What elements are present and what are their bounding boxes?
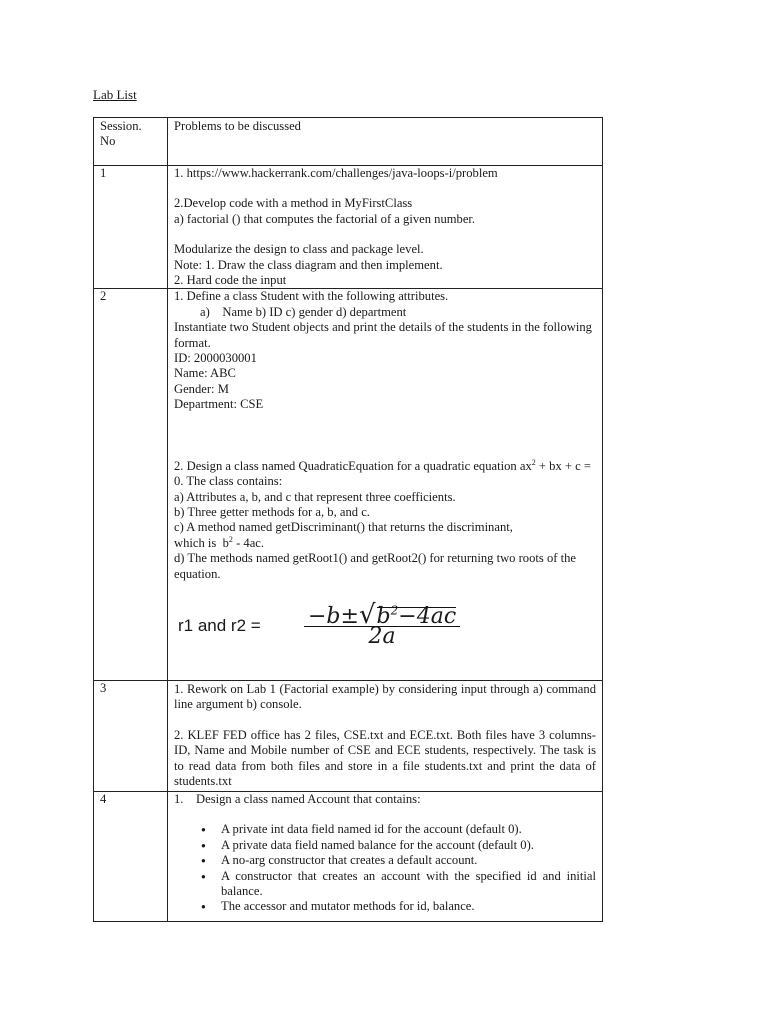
- sqrt-icon: √: [358, 600, 376, 631]
- problem-line: 1. Design a class named Account that contains:: [174, 791, 421, 806]
- problem-line: Gender: M: [174, 381, 229, 396]
- page-heading: Lab List: [93, 87, 137, 102]
- problem-line: Note: 1. Draw the class diagram and then implement.: [174, 257, 443, 272]
- table-row: [94, 680, 603, 791]
- session-number: 3: [94, 680, 168, 791]
- problems-cell: [168, 680, 603, 791]
- session-number: 4: [94, 791, 168, 921]
- problem-line: Modularize the design to class and package level.: [174, 242, 424, 257]
- problem-line: a) Attributes a, b, and c that represent three coefficients.: [174, 489, 456, 504]
- formula-label: r1 and r2 =: [178, 616, 261, 636]
- list-item: ● A constructor that creates an account with the specified id and initial balance.: [221, 869, 596, 900]
- problem-line: b) Three getter methods for a, b, and c.: [174, 504, 370, 519]
- table-header-row: [94, 118, 603, 166]
- problem-line: 1. Rework on Lab 1 (Factorial example) by considering input through a) command line argument b) console.: [174, 681, 596, 712]
- table-row: [94, 166, 603, 289]
- session-number: 1: [94, 166, 168, 289]
- list-item: ● A private data field named balance for the account (default 0).: [221, 838, 596, 853]
- table-row: [94, 791, 603, 921]
- formula-numerator: −b± √ $b^2-4ac$: [304, 607, 460, 627]
- quadratic-formula: [174, 596, 596, 656]
- bullet-list: [174, 822, 596, 914]
- problem-line: a) Name b) ID c) gender d) department: [200, 304, 407, 319]
- problem-line: Name: ABC: [174, 366, 236, 381]
- list-item: ● A private int data field named id for the account (default 0).: [221, 822, 596, 837]
- problem-line: ID: 2000030001: [174, 351, 257, 366]
- problem-line: 2. KLEF FED office has 2 files, CSE.txt and ECE.txt. Both files have 3 columns- ID, Name and Mobile number of CSE and ECE students, respectively. The task is to read data from both files and store in a file students.txt and print the data of students.txt: [174, 727, 596, 788]
- problems-cell: [168, 791, 603, 921]
- problem-line: d) The methods named getRoot1() and getRoot2() for returning two roots of the equation.: [174, 551, 576, 581]
- header-session: Session. No: [94, 118, 168, 166]
- lab-list-table: [93, 117, 603, 922]
- problem-line: 2. Hard code the input: [174, 273, 287, 288]
- problem-line: c) A method named getDiscriminant() that returns the discriminant,: [174, 520, 513, 535]
- formula-denominator: 2a: [368, 624, 396, 650]
- problem-line: Department: CSE: [174, 397, 264, 412]
- problem-line: 1. Define a class Student with the following attributes.: [174, 289, 449, 304]
- formula-fraction: [304, 600, 460, 650]
- problems-cell: [168, 289, 603, 681]
- problem-line: Instantiate two Student objects and print the details of the students in the following format.: [174, 320, 592, 350]
- list-item: ● The accessor and mutator methods for id, balance.: [221, 899, 596, 914]
- problem-line: 1. https://www.hackerrank.com/challenges/java-loops-i/problem: [174, 166, 498, 180]
- problem-line: a) factorial () that computes the factorial of a given number.: [174, 211, 476, 226]
- header-problems: Problems to be discussed: [168, 118, 603, 166]
- session-number: 2: [94, 289, 168, 681]
- problems-cell: [168, 166, 603, 289]
- table-row: [94, 289, 603, 681]
- list-item: ● A no-arg constructor that creates a default account.: [221, 853, 596, 868]
- problem-line: which is $b^2 - 4ac$.: [174, 534, 265, 550]
- problem-line: 2.Develop code with a method in MyFirstClass: [174, 196, 413, 211]
- problem-line: 2. Design a class named QuadraticEquation for a quadratic equation $ax^2$ + bx + c = 0. The class contains:: [174, 457, 591, 489]
